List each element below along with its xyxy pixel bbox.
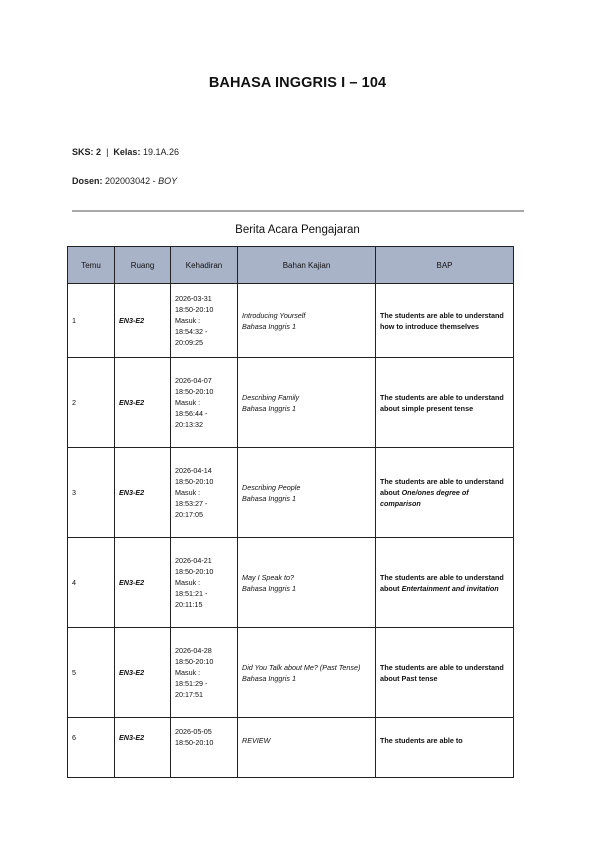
course-text: Bahasa Inggris 1 (242, 673, 296, 683)
cell-ruang: EN3-E2 (115, 628, 171, 718)
cell-bap (376, 284, 514, 358)
cell-kehadiran (171, 448, 238, 538)
cell-temu: 3 (68, 448, 115, 538)
cell-ruang: EN3-E2 (115, 718, 171, 778)
cell-temu: 4 (68, 538, 115, 628)
attendance-line: Masuk : (175, 578, 201, 587)
attendance-line: 18:50-20:10 (175, 477, 214, 486)
attendance-line: 20:11:15 (175, 600, 203, 609)
attendance-line: 2026-04-07 (175, 376, 212, 385)
table-row (68, 448, 514, 538)
attendance-line: 18:50-20:10 (175, 657, 214, 666)
cell-kehadiran (171, 628, 238, 718)
cell-kehadiran (171, 284, 238, 358)
attendance-line: 2026-05-05 (175, 727, 212, 736)
attendance-line: 20:09:25 (175, 338, 203, 347)
course-text: Bahasa Inggris 1 (242, 321, 296, 331)
cell-bahan-kajian (238, 284, 376, 358)
kelas-value: 19.1A.26 (142, 147, 179, 157)
cell-bap (376, 448, 514, 538)
cell-bahan-kajian (238, 538, 376, 628)
course-text: Bahasa Inggris 1 (242, 583, 296, 593)
bap-italic-text: One/ones degree of comparison (380, 488, 469, 508)
table-row (68, 358, 514, 448)
divider (72, 210, 524, 212)
column-header-bahan-kajian: Bahan Kajian (238, 247, 376, 284)
attendance-line: 18:56:44 - (175, 409, 208, 418)
table-row (68, 628, 514, 718)
table-body (68, 284, 514, 778)
sks-value: 2 (96, 147, 102, 157)
attendance-line: 18:51:29 - (175, 679, 208, 688)
kelas-label: Kelas: (113, 147, 141, 157)
bap-text: The students are able to understand how to introduce themselves (380, 310, 504, 331)
bap-text: The students are able to understand about Past tense (380, 662, 504, 683)
bap-italic-text: Entertainment and invitation (401, 583, 499, 593)
bap-text: The students are able to understand about (380, 477, 504, 497)
column-header-bap: BAP (376, 247, 514, 284)
course-text: Bahasa Inggris 1 (242, 403, 296, 413)
cell-temu: 1 (68, 284, 115, 358)
course-text: Bahasa Inggris 1 (242, 493, 296, 503)
topic-text: Describing People (242, 482, 301, 492)
cell-temu: 5 (68, 628, 115, 718)
column-header-ruang: Ruang (115, 247, 171, 284)
attendance-line: Masuk : (175, 316, 201, 325)
attendance-line: 18:50-20:10 (175, 738, 214, 747)
sks-label: SKS: (72, 147, 94, 157)
cell-bap (376, 718, 514, 778)
attendance-line: 18:50-20:10 (175, 305, 214, 314)
cell-temu: 2 (68, 358, 115, 448)
topic-text: Introducing Yourself (242, 310, 306, 320)
cell-bap (376, 538, 514, 628)
cell-ruang: EN3-E2 (115, 538, 171, 628)
lecturer-info-line (72, 176, 177, 186)
bap-table (67, 246, 514, 778)
cell-bahan-kajian (238, 628, 376, 718)
attendance-line: 18:51:21 - (175, 589, 208, 598)
attendance-line: 2026-03-31 (175, 294, 212, 303)
bap-text: The students are able to understand about (380, 572, 504, 593)
attendance-line: 2026-04-14 (175, 466, 212, 475)
cell-bahan-kajian (238, 358, 376, 448)
table-header-row (68, 247, 514, 284)
page-title: BAHASA INGGRIS I – 104 (208, 75, 387, 91)
cell-temu: 6 (68, 718, 115, 778)
topic-text: REVIEW (242, 736, 271, 745)
cell-kehadiran (171, 718, 238, 778)
attendance-line: 20:17:51 (175, 690, 203, 699)
cell-bap (376, 628, 514, 718)
bap-text: The students are able to understand about simple present tense (380, 392, 504, 413)
attendance-line: 2026-04-28 (175, 646, 212, 655)
cell-bahan-kajian (238, 448, 376, 538)
attendance-line: Masuk : (175, 398, 201, 407)
dosen-label: Dosen: (72, 176, 103, 186)
attendance-line: 20:17:05 (175, 510, 203, 519)
cell-kehadiran (171, 538, 238, 628)
cell-ruang: EN3-E2 (115, 358, 171, 448)
table-row (68, 284, 514, 358)
table-row (68, 718, 514, 778)
cell-bap (376, 358, 514, 448)
column-header-temu: Temu (68, 247, 115, 284)
topic-text: Describing Family (242, 392, 300, 402)
attendance-line: 18:50-20:10 (175, 567, 214, 576)
topic-text: Did You Talk about Me? (Past Tense) (242, 662, 361, 672)
dosen-name: BOY (158, 176, 178, 186)
dosen-id: 202003042 - (105, 176, 156, 186)
attendance-line: 18:53:27 - (175, 499, 208, 508)
topic-text: May I Speak to? (242, 572, 294, 582)
cell-kehadiran (171, 358, 238, 448)
cell-ruang: EN3-E2 (115, 448, 171, 538)
table-row (68, 538, 514, 628)
bap-text: The students are able to (380, 736, 463, 745)
separator: | (103, 147, 111, 157)
cell-ruang: EN3-E2 (115, 284, 171, 358)
attendance-line: 18:50-20:10 (175, 387, 214, 396)
attendance-line: 20:13:32 (175, 420, 203, 429)
attendance-line: 2026-04-21 (175, 556, 212, 565)
cell-bahan-kajian (238, 718, 376, 778)
course-info-line (72, 147, 179, 157)
attendance-line: Masuk : (175, 488, 201, 497)
column-header-kehadiran: Kehadiran (171, 247, 238, 284)
attendance-line: 18:54:32 - (175, 327, 208, 336)
section-title: Berita Acara Pengajaran (235, 224, 360, 236)
attendance-line: Masuk : (175, 668, 201, 677)
